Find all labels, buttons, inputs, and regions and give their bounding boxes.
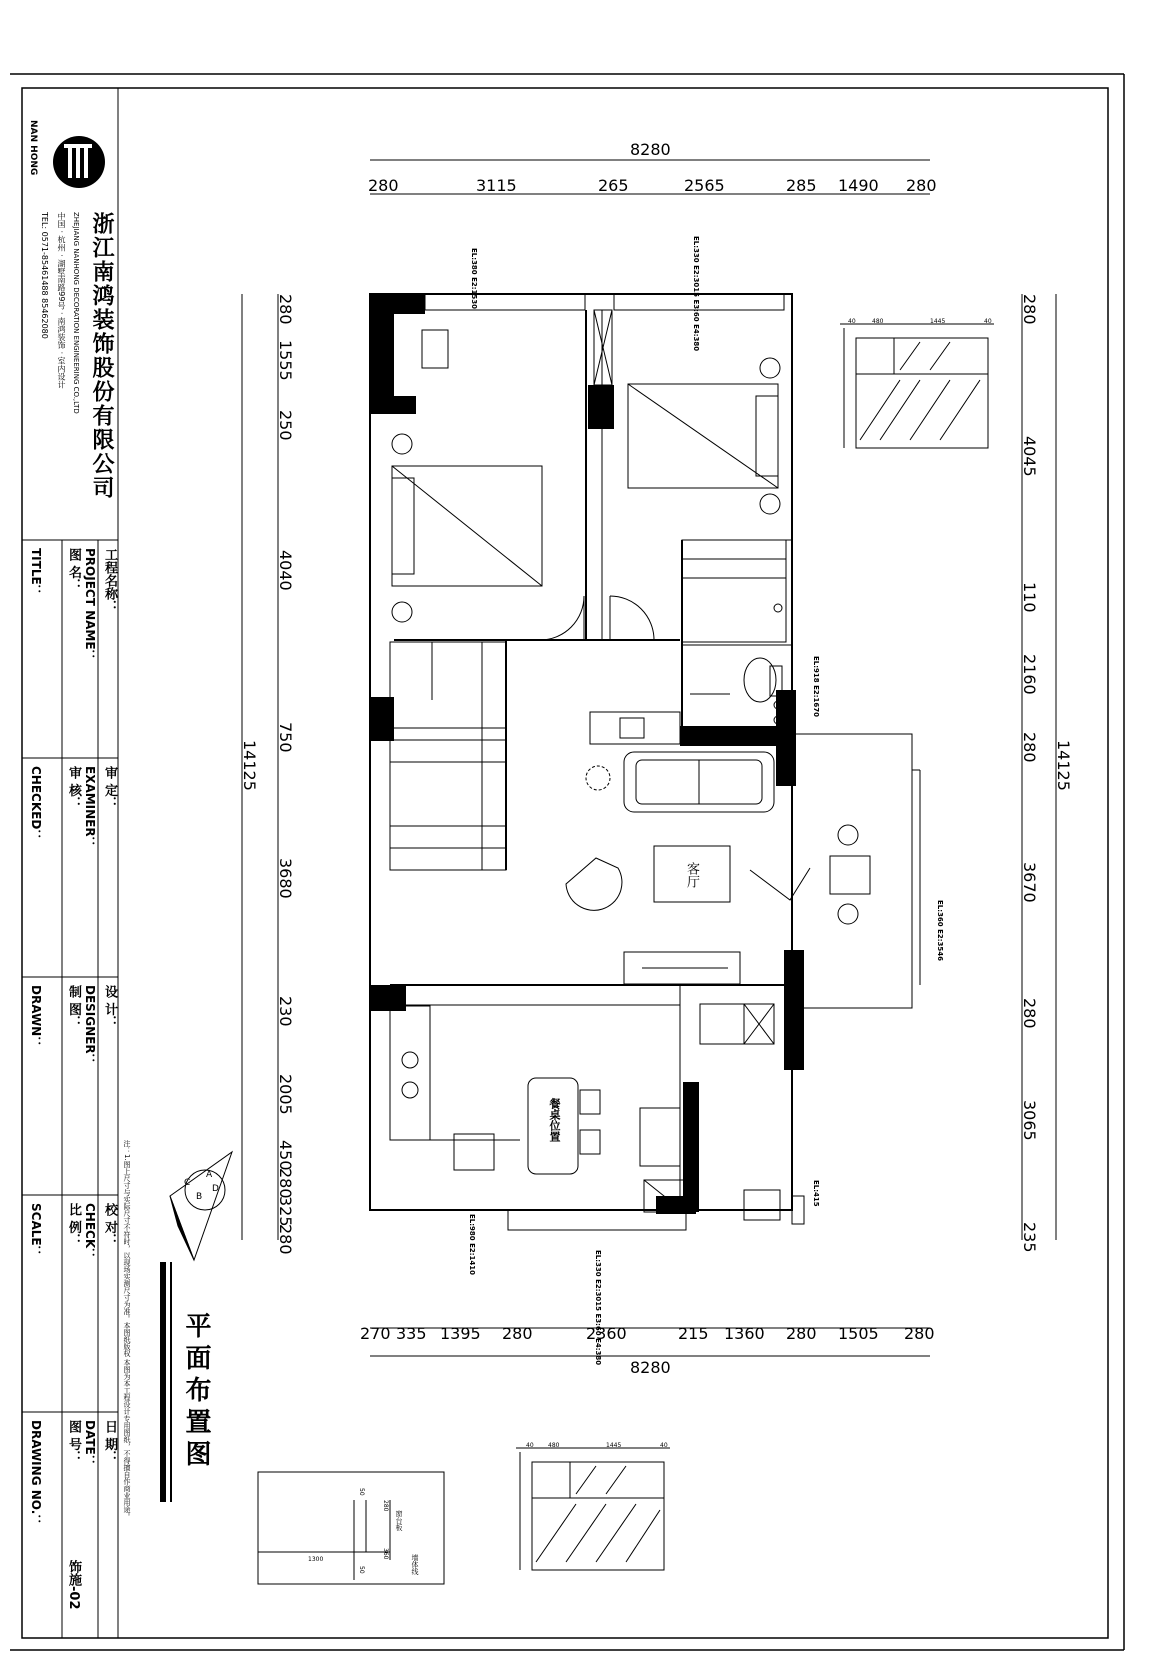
window-dim: 480	[872, 318, 884, 325]
dim-bottom-seg: 1505	[838, 1324, 879, 1343]
window-dim: 1445	[930, 318, 946, 325]
dim-bottom-seg: 270	[360, 1324, 391, 1343]
dim-left-total: 14125	[240, 740, 259, 791]
dim-left-seg: 250	[276, 410, 295, 441]
label-drawing-no-en: DRAWING NO.：	[29, 1420, 43, 1527]
label-title-cn: 图 名：	[66, 548, 81, 592]
label-drawn-cn: 制 图：	[66, 985, 81, 1029]
window-dim: 40	[984, 318, 992, 325]
dim-right-seg: 3670	[1020, 862, 1039, 903]
dim-bottom-seg: 2360	[586, 1324, 627, 1343]
dim-left-seg: 230	[276, 996, 295, 1027]
dim-right-seg: 280	[1020, 732, 1039, 763]
compass-letter: D	[212, 1184, 219, 1194]
dim-right-seg: 235	[1020, 1222, 1039, 1253]
dim-bottom-seg: 1395	[440, 1324, 481, 1343]
window-dim: 40	[526, 1442, 534, 1449]
elevation-mark: EL:918 E2:1670	[812, 656, 820, 718]
label-approve-cn: 审 定：	[102, 766, 117, 810]
elevation-mark: EL:415	[812, 1180, 820, 1207]
dim-top-seg: 280	[368, 176, 399, 195]
label-checked-cn: 审 核：	[66, 766, 81, 810]
dim-left-seg: 3680	[276, 858, 295, 899]
dim-bottom-seg: 1360	[724, 1324, 765, 1343]
compass-letter: C	[184, 1178, 191, 1188]
balcony	[792, 734, 912, 1008]
label-date-cn: 日 期：	[102, 1420, 117, 1464]
sill-label: 窗台板	[395, 1510, 403, 1531]
dim-left-seg: 4040	[276, 550, 295, 591]
label-scale-cn: 比 例：	[66, 1203, 81, 1247]
compass-letter: A	[206, 1170, 213, 1180]
dim-top-seg: 280	[906, 176, 937, 195]
dim-top-seg: 1490	[838, 176, 879, 195]
dim-left-seg: 325	[276, 1196, 295, 1227]
window-dim: 40	[848, 318, 856, 325]
company-logo	[53, 136, 105, 188]
compass-letter: B	[196, 1192, 203, 1202]
sill-label: 墙体线	[411, 1554, 419, 1575]
window-dim: 1445	[606, 1442, 622, 1449]
drawing-title-underline	[160, 1262, 172, 1502]
dim-top-seg: 3115	[476, 176, 517, 195]
company-address: 中国 · 杭州 · 湖墅南路99号 · 南鸿装饰 · 室内设计	[57, 212, 66, 389]
sill-dim: 280	[382, 1500, 389, 1512]
dim-right-seg: 280	[1020, 294, 1039, 325]
label-check-en: CHECK：	[83, 1203, 97, 1261]
window-dim: 40	[660, 1442, 668, 1449]
label-checked-en: CHECKED：	[29, 766, 43, 842]
dim-left-seg: 280	[276, 294, 295, 325]
dim-top-seg: 265	[598, 176, 629, 195]
dim-bottom-total: 8280	[630, 1358, 671, 1377]
dim-right-seg: 2160	[1020, 654, 1039, 695]
label-design-en: DESIGNER：	[83, 985, 97, 1066]
dim-right-seg: 110	[1020, 582, 1039, 613]
dim-top-seg: 2565	[684, 176, 725, 195]
kitchen-counter	[390, 1006, 430, 1140]
sill-dim: 50	[358, 1488, 365, 1496]
label-project-cn: 工程名称：	[102, 548, 117, 613]
dim-bottom-seg: 280	[786, 1324, 817, 1343]
dim-left-seg: 450	[276, 1140, 295, 1171]
dim-left-seg: 2005	[276, 1074, 295, 1115]
company-name-en: ZHEJIANG NANHONG DECORATION ENGINEERING CO.,LTD	[72, 212, 80, 414]
window-detail-top	[840, 324, 994, 448]
dim-right-seg: 4045	[1020, 436, 1039, 477]
sill-dim: 50	[358, 1566, 365, 1574]
dim-left-seg: 1555	[276, 340, 295, 381]
dim-left-seg: 280	[276, 1168, 295, 1199]
label-scale-en: SCALE：	[29, 1203, 43, 1258]
window-detail-bottom	[516, 1448, 670, 1570]
dim-bottom-seg: 280	[904, 1324, 935, 1343]
dim-right-total: 14125	[1054, 740, 1073, 791]
label-project-en: PROJECT NAME：	[83, 548, 97, 662]
elevation-mark: EL:330 E2:3015 E3:60 E4:380	[594, 1250, 602, 1366]
dim-left-seg: 280	[276, 1224, 295, 1255]
compass	[170, 1152, 232, 1260]
elevation-mark: EL:360 E2:3546	[936, 900, 944, 962]
company-name-cn: 浙江南鸿装饰股份有限公司	[89, 212, 114, 500]
label-drawn-en: DRAWN：	[29, 985, 43, 1049]
dimension-lines	[242, 160, 1056, 1356]
elevation-mark: EL:380 E2:1530	[470, 248, 478, 310]
company-abbr: NAN HONG	[28, 120, 38, 176]
toilet	[744, 658, 776, 702]
dim-bottom-seg: 280	[502, 1324, 533, 1343]
general-note: 注：1.图上尺寸与实际尺寸不符时，以现场实测尺寸为准。本图纸版权 本图为本工程设计专用图纸，不得擅自作商业用途。	[123, 1140, 131, 1520]
drawing-title: 平面布置图	[181, 1312, 211, 1472]
label-drawing-no-cn: 图 号：	[66, 1420, 81, 1464]
elevation-mark: EL:980 E2:1410	[468, 1214, 476, 1276]
dim-left-seg: 750	[276, 722, 295, 753]
drawing-no-value: 饰施-02	[66, 1560, 81, 1610]
elevation-mark: EL:330 E2:3015 E3:60 E4:380	[692, 236, 700, 352]
company-tel: TEL: 0571-85461488 85462080	[40, 212, 49, 339]
dim-right-seg: 280	[1020, 998, 1039, 1029]
dim-bottom-seg: 215	[678, 1324, 709, 1343]
dim-top-total: 8280	[630, 140, 671, 159]
room-label-living: 客厅	[684, 862, 699, 888]
room-label-dining: 餐桌位置	[548, 1098, 561, 1142]
label-date-en: DATE：	[83, 1420, 97, 1467]
dim-bottom-seg: 335	[396, 1324, 427, 1343]
label-design-cn: 设 计：	[102, 985, 117, 1029]
label-check-cn: 校 对：	[102, 1203, 117, 1247]
floor-plan	[370, 294, 920, 1230]
label-approve-en: EXAMINER：	[83, 766, 97, 849]
sill-dim: 360	[382, 1548, 389, 1560]
window-dim: 480	[548, 1442, 560, 1449]
label-title-en: TITLE：	[29, 548, 43, 597]
dim-top-seg: 285	[786, 176, 817, 195]
sill-dim: 1300	[308, 1556, 324, 1563]
dim-right-seg: 3065	[1020, 1100, 1039, 1141]
